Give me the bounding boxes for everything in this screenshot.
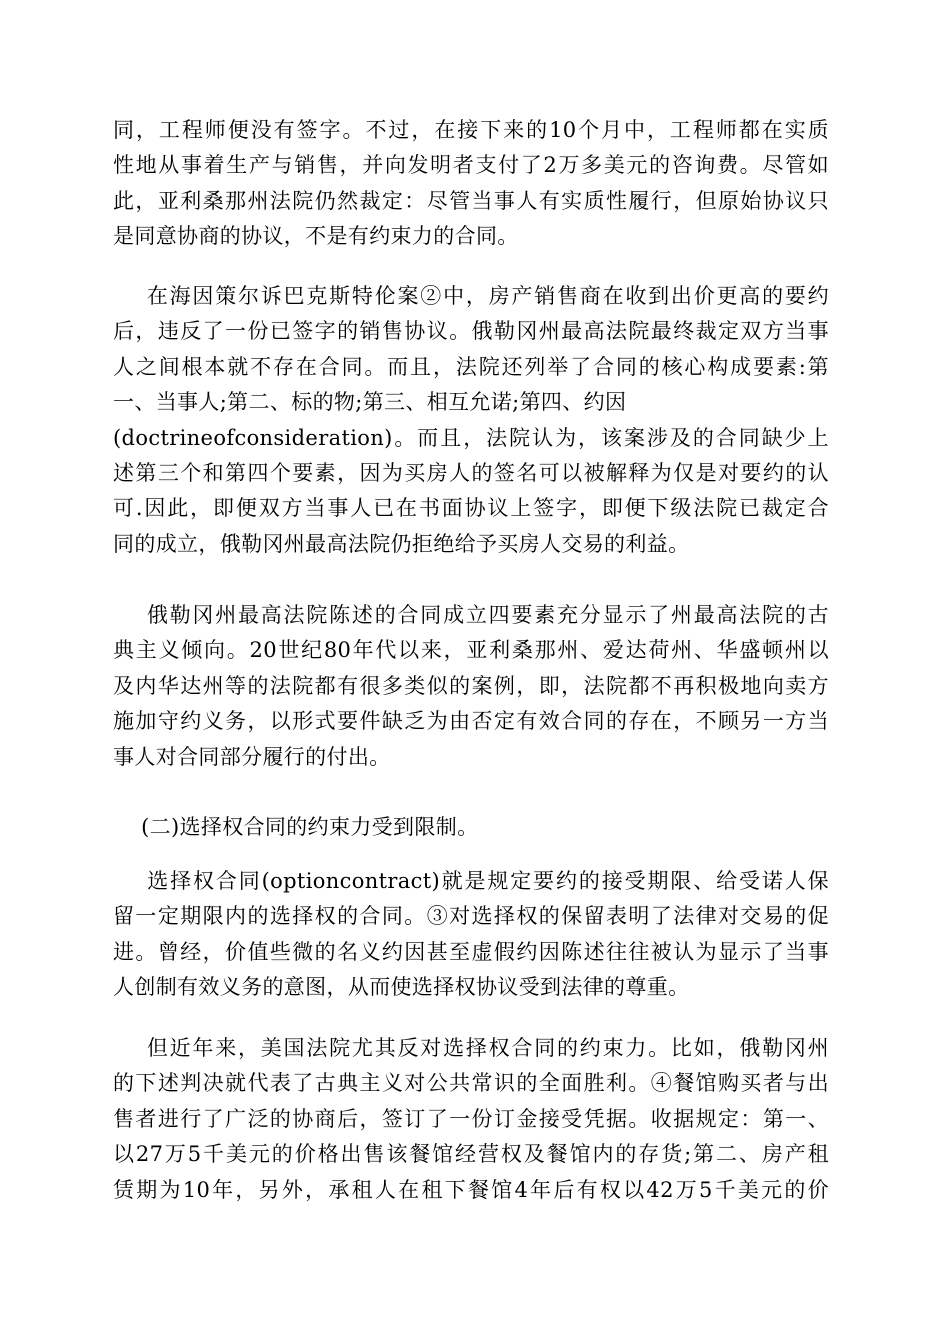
text-line: 是同意协商的协议，不是有约束力的合同。 bbox=[113, 224, 519, 249]
text-line: 选择权合同(optioncontract)就是规定要约的接受期限、给受诺人保 bbox=[113, 869, 829, 893]
text-line: 此，亚利桑那州法院仍然裁定：尽管当事人有实质性履行，但原始协议只 bbox=[113, 188, 829, 213]
text-line: 人创制有效义务的意图，从而使选择权协议受到法律的尊重。 bbox=[113, 975, 690, 1000]
text-line: 施加守约义务，以形式要件缺乏为由否定有效合同的存在，不顾另一方当 bbox=[113, 709, 829, 734]
paragraph-2 bbox=[113, 279, 829, 562]
text-line: 述第三个和第四个要素，因为买房人的签名可以被解释为仅是对要约的认 bbox=[113, 461, 829, 486]
paragraph-5 bbox=[113, 1031, 829, 1208]
text-line: 典主义倾向。20世纪80年代以来，亚利桑那州、爱达荷州、华盛顿州以 bbox=[113, 638, 829, 663]
text-line: 人之间根本就不存在合同。而且，法院还列举了合同的核心构成要素:第 bbox=[113, 354, 829, 379]
text-line: (二)选择权合同的约束力受到限制。 bbox=[113, 815, 479, 839]
paragraph-1 bbox=[113, 113, 829, 255]
text-line: 但近年来，美国法院尤其反对选择权合同的约束力。比如，俄勒冈州 bbox=[113, 1036, 829, 1060]
paragraph-3 bbox=[113, 598, 829, 775]
text-line: 赁期为10年，另外，承租人在租下餐馆4年后有权以42万5千美元的价 bbox=[113, 1177, 829, 1202]
section-heading bbox=[113, 810, 829, 845]
text-line: 进。曾经，价值些微的名义约因甚至虚假约因陈述往往被认为显示了当事 bbox=[113, 939, 829, 964]
text-line: 的下述判决就代表了古典主义对公共常识的全面胜利。④餐馆购买者与出 bbox=[113, 1071, 829, 1096]
text-line: 同的成立，俄勒冈州最高法院仍拒绝给予买房人交易的利益。 bbox=[113, 531, 690, 556]
text-line: 同，工程师便没有签字。不过，在接下来的10个月中，工程师都在实质 bbox=[113, 118, 829, 142]
text-line: 留一定期限内的选择权的合同。③对选择权的保留表明了法律对交易的促 bbox=[113, 904, 829, 929]
text-line: 一、当事人;第二、标的物;第三、相互允诺;第四、约因 bbox=[113, 390, 627, 415]
text-line: 事人对合同部分履行的付出。 bbox=[113, 744, 391, 769]
text-line: 售者进行了广泛的协商后，签订了一份订金接受凭据。收据规定：第一、 bbox=[113, 1106, 829, 1131]
text-line: 以27万5千美元的价格出售该餐馆经营权及餐馆内的存货;第二、房产租 bbox=[113, 1142, 829, 1167]
text-line: 性地从事着生产与销售，并向发明者支付了2万多美元的咨询费。尽管如 bbox=[113, 153, 829, 178]
text-line: 后，违反了一份已签字的销售协议。俄勒冈州最高法院最终裁定双方当事 bbox=[113, 319, 829, 344]
text-line: 俄勒冈州最高法院陈述的合同成立四要素充分显示了州最高法院的古 bbox=[113, 603, 829, 627]
text-line: 及内华达州等的法院都有很多类似的案例，即，法院都不再积极地向卖方 bbox=[113, 673, 829, 698]
text-line: 可.因此，即便双方当事人已在书面协议上签字，即便下级法院已裁定合 bbox=[113, 496, 829, 521]
paragraph-4 bbox=[113, 864, 829, 1006]
text-line: (doctrineofconsideration)。而且，法院认为，该案涉及的合同缺少上 bbox=[113, 425, 829, 450]
text-line: 在海因策尔诉巴克斯特伦案②中，房产销售商在收到出价更高的要约 bbox=[113, 284, 829, 308]
